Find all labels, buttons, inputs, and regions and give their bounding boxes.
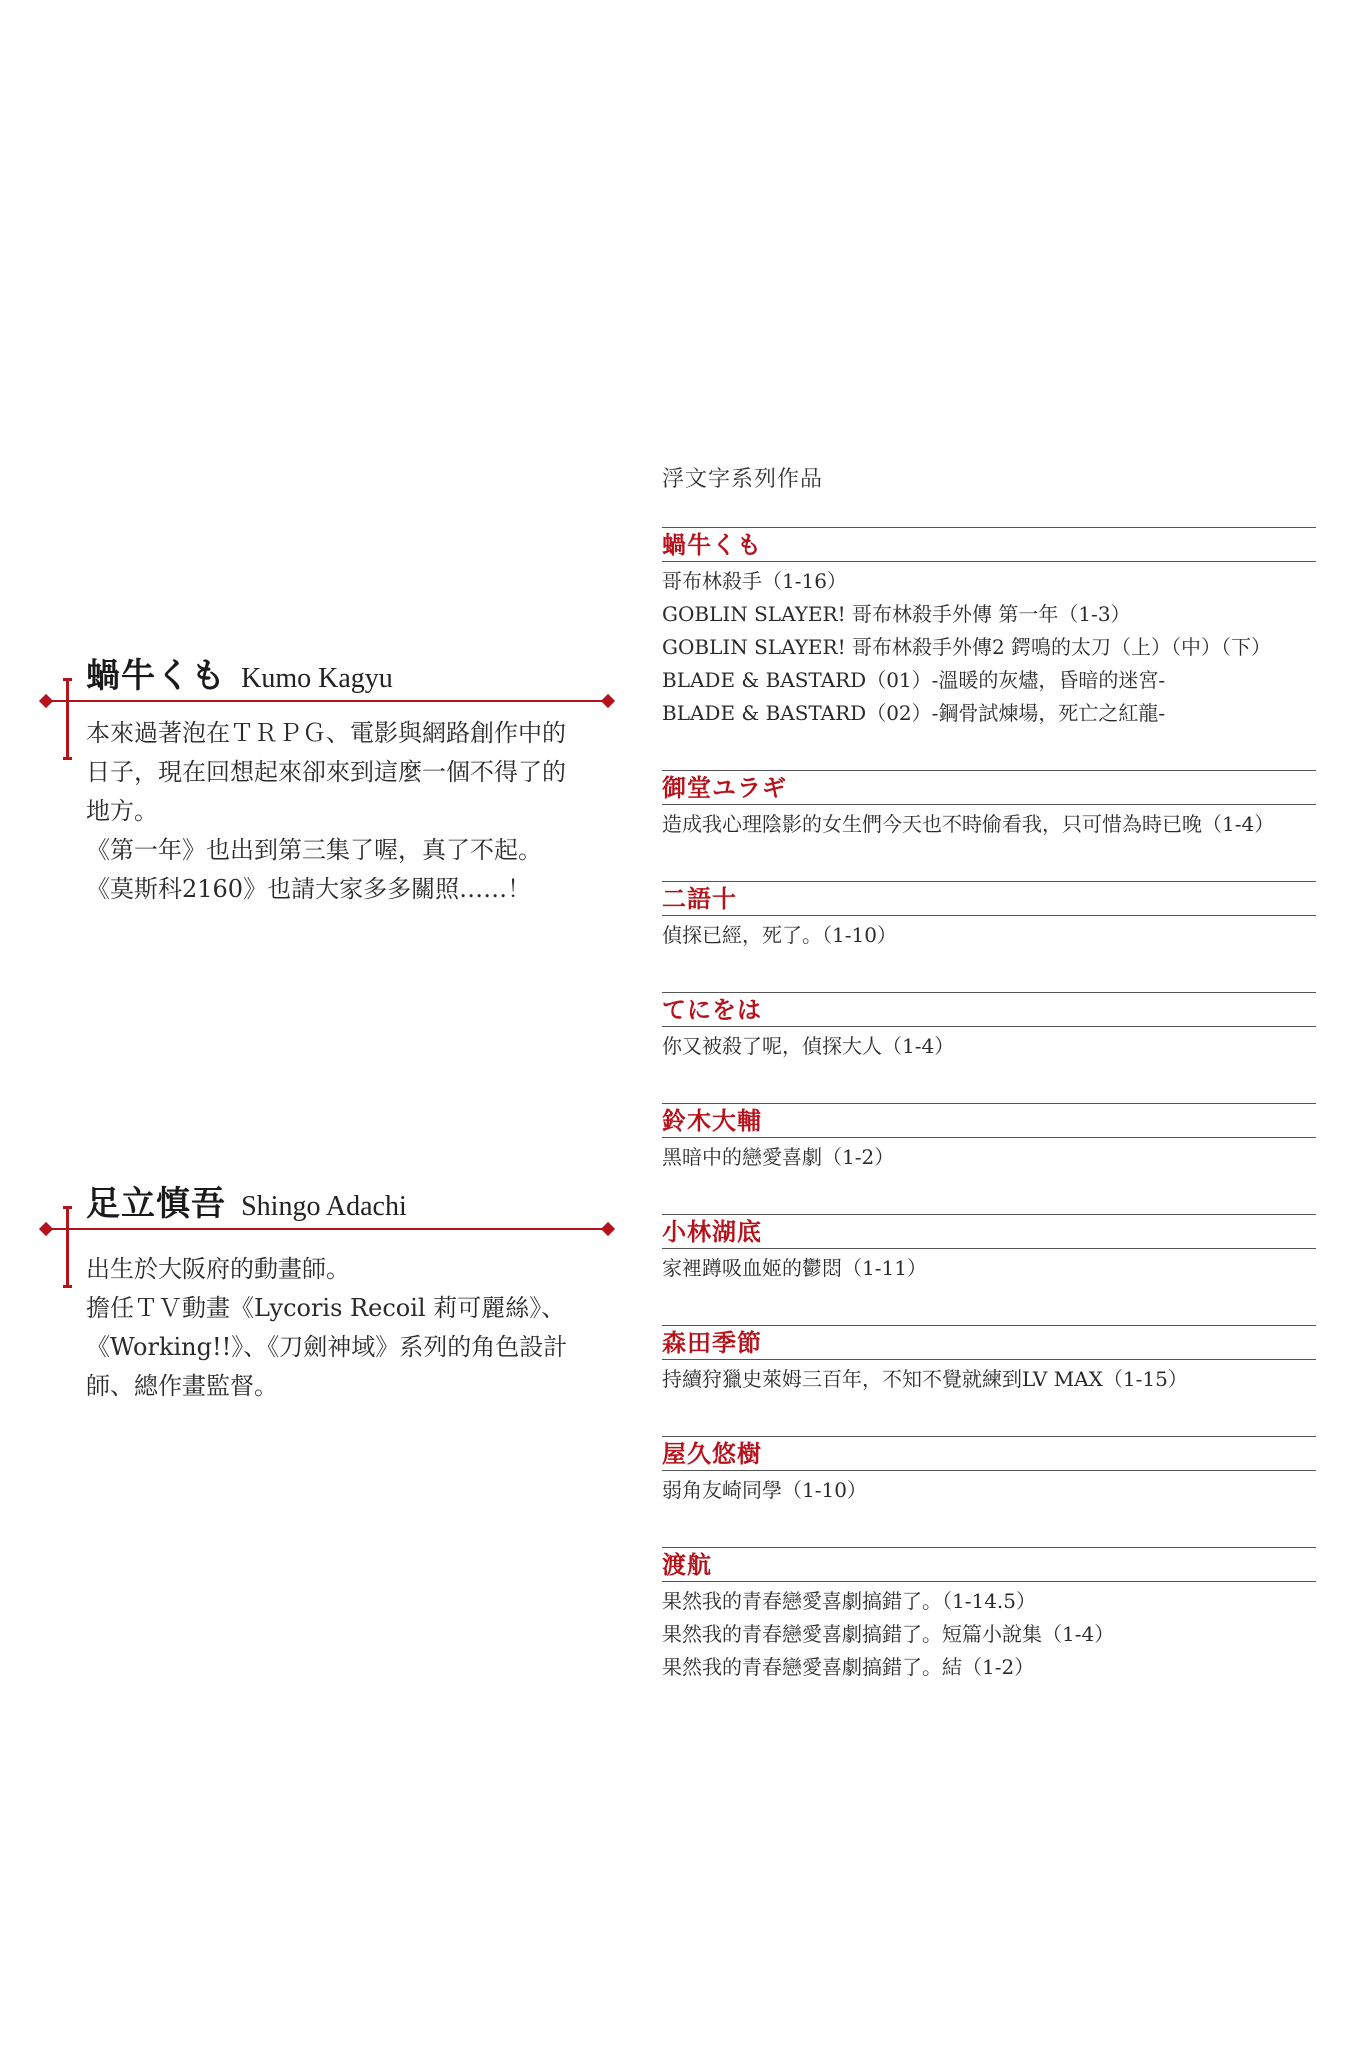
- profile-bio: [86, 1250, 610, 1406]
- author-block: [662, 1547, 1316, 1684]
- author-block: [662, 1103, 1316, 1174]
- divider: [662, 1103, 1316, 1104]
- author-name: 鈴木大輔: [662, 1106, 762, 1135]
- work-title: 家裡蹲吸血姬的鬱悶（1-11）: [662, 1256, 927, 1280]
- work-title: 偵探已經，死了。（1-10）: [662, 923, 897, 947]
- red-divider: [44, 700, 610, 702]
- author-name: てにをは: [662, 995, 762, 1024]
- work-title: GOBLIN SLAYER! 哥布林殺手外傳 第一年（1-3）: [662, 602, 1131, 626]
- divider: [662, 1214, 1316, 1215]
- bio-line: 師、總作畫監督。: [86, 1372, 278, 1400]
- work-title: BLADE & BASTARD（02）-鋼骨試煉場，死亡之紅龍-: [662, 701, 1166, 725]
- author-name: 渡航: [662, 1550, 712, 1579]
- profile-name: 足立慎吾: [86, 1184, 226, 1224]
- divider: [662, 770, 1316, 771]
- profile-name: 蝸牛くも: [86, 656, 226, 696]
- work-title: 弱角友崎同學（1-10）: [662, 1478, 867, 1502]
- bio-line: 地方。: [86, 797, 158, 825]
- author-name: 森田季節: [662, 1328, 762, 1357]
- author-name: 二語十: [662, 884, 737, 913]
- red-vertical-bar: [66, 1206, 69, 1288]
- divider: [662, 1547, 1316, 1548]
- divider: [662, 1436, 1316, 1437]
- bio-line: 《第一年》也出到第三集了喔，真了不起。: [86, 836, 542, 864]
- work-title: GOBLIN SLAYER! 哥布林殺手外傳2 鍔鳴的太刀（上）（中）（下）: [662, 635, 1272, 659]
- divider: [662, 1581, 1316, 1582]
- author-name: 屋久悠樹: [662, 1439, 762, 1468]
- profile-roman-name: Shingo Adachi: [241, 1191, 407, 1222]
- red-vertical-bar: [66, 678, 69, 760]
- work-title: 造成我心理陰影的女生們今天也不時偷看我，只可惜為時已晚（1-4）: [662, 812, 1275, 836]
- author-name: 御堂ユラギ: [662, 773, 787, 802]
- divider: [662, 527, 1316, 528]
- bio-line: 《莫斯科2160》也請大家多多關照……！: [86, 875, 532, 903]
- divider: [662, 1470, 1316, 1471]
- divider: [662, 561, 1316, 562]
- divider: [662, 881, 1316, 882]
- profile-heading: [86, 1176, 610, 1228]
- profile-roman-name: Kumo Kagyu: [241, 663, 393, 694]
- author-block: [662, 527, 1316, 730]
- profile-bio: [86, 714, 610, 909]
- work-title: 持續狩獵史萊姆三百年，不知不覺就練到LV MAX（1-15）: [662, 1367, 1188, 1391]
- work-title: 你又被殺了呢，偵探大人（1-4）: [662, 1034, 955, 1058]
- divider: [662, 1137, 1316, 1138]
- work-title: 哥布林殺手（1-16）: [662, 569, 847, 593]
- author-name: 蝸牛くも: [662, 530, 762, 559]
- bio-line: 擔任ＴＶ動畫《Lycoris Recoil 莉可麗絲》、: [86, 1294, 566, 1322]
- bio-line: 《Working!!》、《刀劍神域》系列的角色設計: [86, 1333, 568, 1361]
- diamond-ornament-icon: [39, 694, 53, 708]
- work-title: 果然我的青春戀愛喜劇搞錯了。結（1-2）: [662, 1655, 1035, 1679]
- author-block: [662, 992, 1316, 1063]
- bio-line: 出生於大阪府的動畫師。: [86, 1255, 350, 1283]
- work-title: BLADE & BASTARD（01）-溫暖的灰燼，昏暗的迷宮-: [662, 668, 1166, 692]
- bar-cap: [63, 1206, 72, 1209]
- divider: [662, 804, 1316, 805]
- author-block: [662, 881, 1316, 952]
- divider: [662, 915, 1316, 916]
- profile-heading: [86, 648, 610, 700]
- diamond-ornament-icon: [39, 1222, 53, 1236]
- author-block: [662, 770, 1316, 841]
- divider: [662, 1325, 1316, 1326]
- divider: [662, 1359, 1316, 1360]
- author-profile-shingo-adachi: [44, 1176, 610, 1406]
- bar-cap: [63, 757, 72, 760]
- divider: [662, 1026, 1316, 1027]
- work-title: 黑暗中的戀愛喜劇（1-2）: [662, 1145, 895, 1169]
- divider: [662, 992, 1316, 993]
- author-profile-kumo-kagyu: [44, 648, 610, 909]
- bar-cap: [63, 678, 72, 681]
- author-block: [662, 1214, 1316, 1285]
- red-divider: [44, 1228, 610, 1230]
- author-block: [662, 1325, 1316, 1396]
- works-caption: 浮文字系列作品: [662, 467, 824, 492]
- work-title: 果然我的青春戀愛喜劇搞錯了。（1-14.5）: [662, 1589, 1037, 1613]
- bio-line: 日子，現在回想起來卻來到這麼一個不得了的: [86, 758, 566, 786]
- bar-cap: [63, 1285, 72, 1288]
- author-block: [662, 1436, 1316, 1507]
- bio-line: 本來過著泡在ＴＲＰＧ、電影與網路創作中的: [86, 719, 566, 747]
- work-title: 果然我的青春戀愛喜劇搞錯了。短篇小說集（1-4）: [662, 1622, 1115, 1646]
- divider: [662, 1248, 1316, 1249]
- author-name: 小林湖底: [662, 1217, 762, 1246]
- works-list: [662, 462, 1316, 1724]
